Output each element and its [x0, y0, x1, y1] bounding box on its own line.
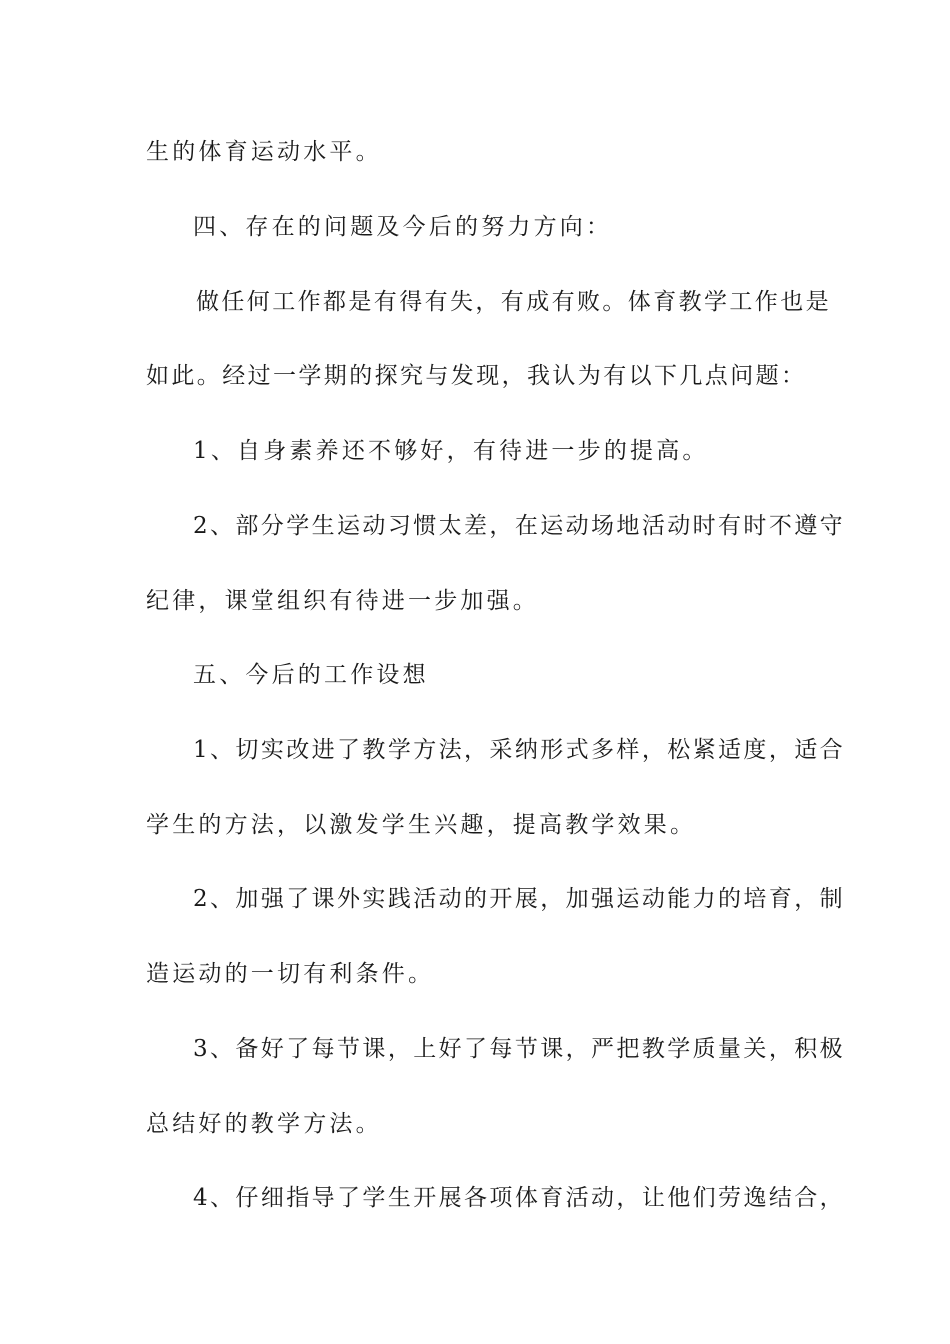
section-heading: 五、今后的工作设想: [193, 662, 429, 688]
list-item: 1、切实改进了教学方法，采纳形式多样，松紧适度，适合: [193, 737, 846, 763]
section-heading: 四、存在的问题及今后的努力方向：: [193, 214, 613, 240]
list-item: 4、仔细指导了学生开展各项体育活动，让他们劳逸结合，: [193, 1185, 846, 1211]
paragraph-line: 生的体育运动水平。: [146, 139, 382, 165]
list-item: 2、加强了课外实践活动的开展，加强运动能力的培育，制: [193, 886, 846, 912]
paragraph-line: 总结好的教学方法。: [146, 1111, 382, 1137]
list-item: 2、部分学生运动习惯太差，在运动场地活动时有时不遵守: [193, 513, 846, 539]
list-item: 1、自身素养还不够好，有待进一步的提高。: [193, 438, 709, 464]
paragraph-line: 如此。经过一学期的探究与发现，我认为有以下几点问题：: [146, 363, 807, 389]
list-item: 3、备好了每节课，上好了每节课，严把教学质量关，积极: [193, 1036, 846, 1062]
paragraph-line: 做任何工作都是有得有失，有成有败。体育教学工作也是: [196, 289, 831, 315]
paragraph-line: 学生的方法，以激发学生兴趣，提高教学效果。: [146, 812, 697, 838]
paragraph-line: 纪律，课堂组织有待进一步加强。: [146, 588, 539, 614]
paragraph-line: 造运动的一切有利条件。: [146, 961, 435, 987]
